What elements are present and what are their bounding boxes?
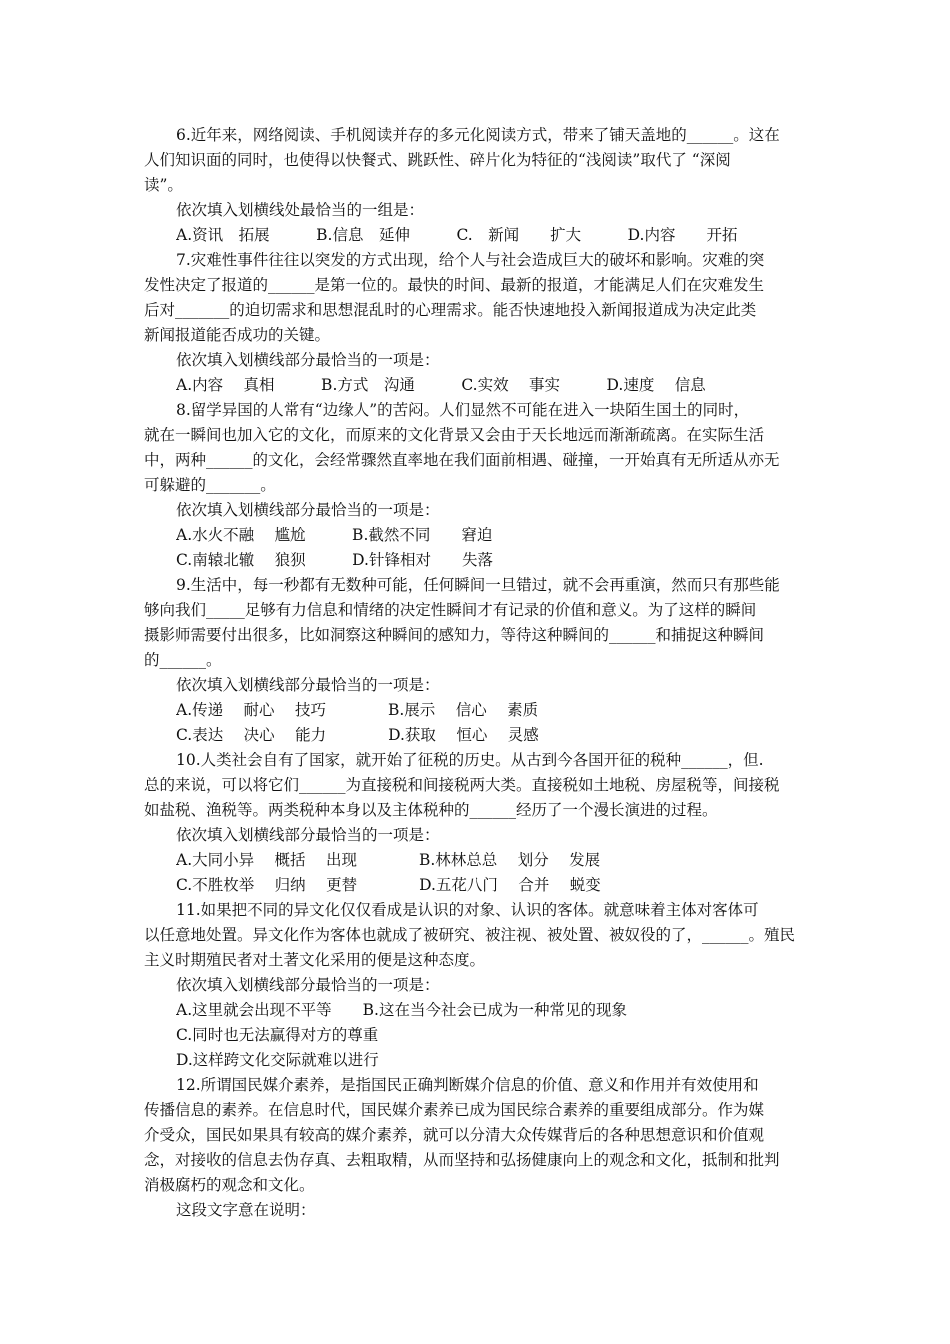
question-6-line-2: 人们知识面的同时，也使得以快餐式、跳跃性、碎片化为特征的“浅阅读”取代了 “深阅 xyxy=(144,151,731,169)
question-6 xyxy=(144,123,808,248)
question-10 xyxy=(144,748,808,898)
question-6-line-3: 读”。 xyxy=(144,176,183,194)
question-7-line-2: 发性决定了报道的______是第一位的。最快的时间、最新的报道，才能满足人们在灾难发生 xyxy=(144,276,765,294)
question-7-prompt: 依次填入划横线部分最恰当的一项是： xyxy=(176,351,440,369)
question-8-prompt: 依次填入划横线部分最恰当的一项是： xyxy=(176,501,440,519)
question-12-line-1: 12.所谓国民媒介素养，是指国民正确判断媒介信息的价值、意义和作用并有效使用和 xyxy=(176,1076,759,1094)
question-11 xyxy=(144,898,808,1073)
question-9-prompt: 依次填入划横线部分最恰当的一项是： xyxy=(176,676,440,694)
question-11-options-ab: A.这里就会出现不平等 B.这在当今社会已成为一种常见的现象 xyxy=(176,1001,627,1019)
question-10-line-2: 总的来说，可以将它们______为直接税和间接税两大类。直接税如土地税、房屋税等，间接税 xyxy=(144,776,780,794)
question-8-line-2: 就在一瞬间也加入它的文化，而原来的文化背景又会由于天长地远而渐渐疏离。在实际生活 xyxy=(144,426,765,444)
question-12-prompt: 这段文字意在说明： xyxy=(176,1201,316,1219)
question-10-line-1: 10.人类社会自有了国家，就开始了征税的历史。从古到今各国开征的税种______，但. xyxy=(176,751,764,769)
question-7 xyxy=(144,248,808,398)
question-12-line-2: 传播信息的素养。在信息时代，国民媒介素养已成为国民综合素养的重要组成部分。作为媒 xyxy=(144,1101,765,1119)
question-11-line-2: 以任意地处置。异文化作为客体也就成了被研究、被注视、被处置、被奴役的了，______。殖民 xyxy=(144,926,796,944)
question-9 xyxy=(144,573,808,748)
question-9-options-cd: C.表达 决心 能力 D.获取 恒心 灵感 xyxy=(176,726,539,744)
question-7-options: A.内容 真相 B.方式 沟通 C.实效 事实 D.速度 信息 xyxy=(176,376,706,394)
question-8-line-1: 8.留学异国的人常有“边缘人”的苦闷。人们显然不可能在进入一块陌生国土的同时， xyxy=(176,401,750,419)
question-7-line-3: 后对_______的迫切需求和思想混乱时的心理需求。能否快速地投入新闻报道成为决定此类 xyxy=(144,301,757,319)
question-11-option-c: C.同时也无法赢得对方的尊重 xyxy=(176,1026,379,1044)
question-7-line-4: 新闻报道能否成功的关键。 xyxy=(144,326,331,344)
question-10-line-3: 如盐税、渔税等。两类税种本身以及主体税种的______经历了一个漫长演进的过程。 xyxy=(144,801,718,819)
question-6-line-1: 6.近年来，网络阅读、手机阅读并存的多元化阅读方式，带来了铺天盖地的______。这在 xyxy=(176,126,780,144)
question-12 xyxy=(144,1073,808,1223)
question-8-options-ab: A.水火不融 尴尬 B.截然不同 窘迫 xyxy=(176,526,493,544)
question-10-options-cd: C.不胜枚举 归纳 更替 D.五花八门 合并 蜕变 xyxy=(176,876,601,894)
question-6-options: A.资讯 拓展 B.信息 延伸 C. 新闻 扩大 D.内容 开拓 xyxy=(176,226,738,244)
question-8-line-3: 中，两种______的文化，会经常骤然直率地在我们面前相遇、碰撞，一开始真有无所适从亦无 xyxy=(144,451,780,469)
question-9-line-2: 够向我们_____足够有力信息和情绪的决定性瞬间才有记录的价值和意义。为了这样的瞬间 xyxy=(144,601,757,619)
question-6-prompt: 依次填入划横线处最恰当的一组是： xyxy=(176,201,425,219)
question-9-line-4: 的______。 xyxy=(144,651,222,669)
question-11-line-1: 11.如果把不同的异文化仅仅看成是认识的对象、认识的客体。就意味着主体对客体可 xyxy=(176,901,759,919)
question-8-line-4: 可躲避的_______。 xyxy=(144,476,276,494)
question-12-line-5: 消极腐朽的观念和文化。 xyxy=(144,1176,315,1194)
question-7-line-1: 7.灾难性事件往往以突发的方式出现，给个人与社会造成巨大的破坏和影响。灾难的突 xyxy=(176,251,765,269)
question-11-prompt: 依次填入划横线部分最恰当的一项是： xyxy=(176,976,440,994)
question-9-line-3: 摄影师需要付出很多，比如洞察这种瞬间的感知力，等待这种瞬间的______和捕捉这种瞬间 xyxy=(144,626,765,644)
question-9-options-ab: A.传递 耐心 技巧 B.展示 信心 素质 xyxy=(176,701,539,719)
question-9-line-1: 9.生活中，每一秒都有无数种可能，任何瞬间一旦错过，就不会再重演，然而只有那些能 xyxy=(176,576,780,594)
question-11-line-3: 主义时期殖民者对土著文化采用的便是这种态度。 xyxy=(144,951,486,969)
question-8 xyxy=(144,398,808,573)
question-12-line-3: 介受众，国民如果具有较高的媒介素养，就可以分清大众传媒背后的各种思想意识和价值观 xyxy=(144,1126,765,1144)
question-8-options-cd: C.南辕北辙 狼狈 D.针锋相对 失落 xyxy=(176,551,493,569)
question-10-prompt: 依次填入划横线部分最恰当的一项是： xyxy=(176,826,440,844)
question-10-options-ab: A.大同小异 概括 出现 B.林林总总 划分 发展 xyxy=(176,851,601,869)
question-11-option-d: D.这样跨文化交际就难以进行 xyxy=(176,1051,379,1069)
question-12-line-4: 念，对接收的信息去伪存真、去粗取精，从而坚持和弘扬健康向上的观念和文化，抵制和批判 xyxy=(144,1151,780,1169)
